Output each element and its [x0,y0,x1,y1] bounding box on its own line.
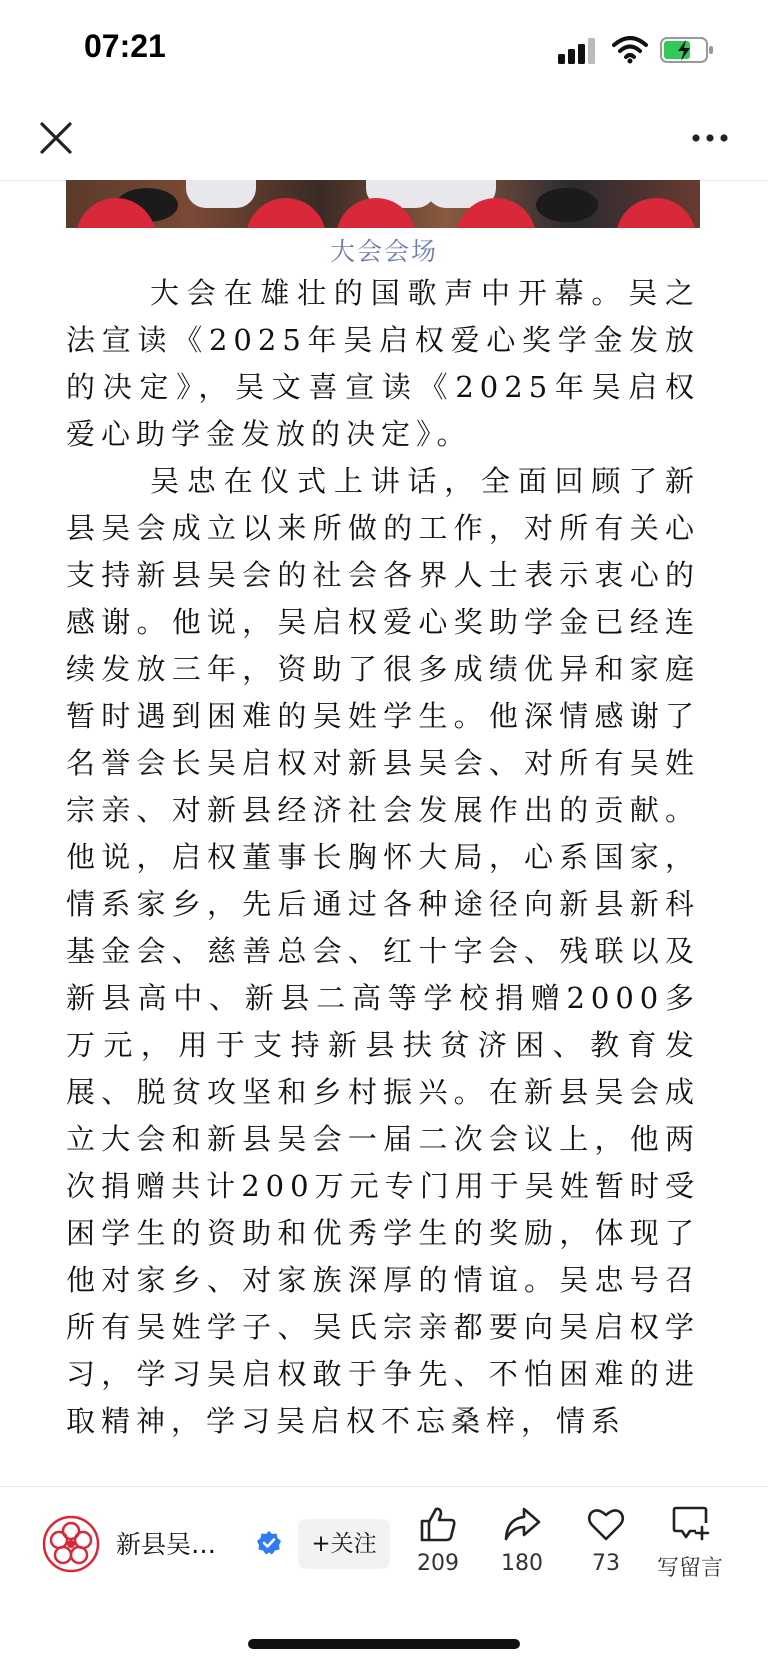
like-count: 209 [417,1551,459,1576]
bottom-action-bar [0,1486,768,1664]
top-nav-bar [0,100,768,181]
share-button[interactable] [482,1505,562,1576]
wifi-icon [612,36,648,64]
like-button[interactable] [398,1505,478,1576]
battery-charging-icon [660,36,716,64]
more-options-icon[interactable] [690,128,730,148]
photo-caption: 大会会场 [329,237,438,266]
cellular-signal-icon [558,38,598,64]
thumbs-up-icon [418,1505,458,1543]
account-logo[interactable] [42,1515,100,1573]
photo-detail [616,198,696,228]
write-comment-button[interactable] [650,1505,730,1582]
photo-detail [186,180,256,208]
status-time: 07:21 [84,28,166,64]
share-count: 180 [501,1551,543,1576]
status-bar [0,0,768,100]
share-icon [502,1505,542,1543]
article-content [0,180,768,1486]
follow-button[interactable]: +关注 [298,1519,390,1569]
verified-badge-icon [256,1530,282,1556]
home-indicator[interactable] [248,1639,520,1649]
close-icon[interactable] [36,118,76,158]
comment-icon [670,1505,710,1543]
favorite-button[interactable] [566,1505,646,1576]
heart-icon [586,1505,626,1543]
article-paragraph: 大会在雄壮的国歌声中开幕。吴之法宣读《2025年吴启权爱心奖学金发放的决定》，吴文喜宣读《2025年吴启权爱心助学金发放的决定》。 [66,276,700,451]
photo-detail [246,198,326,228]
photo-detail [536,188,598,222]
article-paragraph: 吴忠在仪式上讲话，全面回顾了新县吴会成立以来所做的工作，对所有关心支持新县吴会的社会各界人士表示衷心的感谢。他说，吴启权爱心奖助学金已经连续发放三年，资助了很多成绩优异和家庭暂时遇到困难的吴姓学生。他深情感谢了名誉会长吴启权对新县吴会、对所有吴姓宗亲、对新县经济社会发展作出的贡献。他说，启权董事长胸怀大局，心系国家，情系家乡，先后通过各种途径向新县新科基金会、慈善总会、红十字会、残联以及新县高中、新县二高等学校捐赠2000多万元，用于支持新县扶贫济困、教育发展、脱贫攻坚和乡村振兴。在新县吴会成立大会和新县吴会一届二次会议上，他两次捐赠共计200万元专门用于吴姓暂时受困学生的资助和优秀学生的奖励，体现了他对家乡、对家族深厚的情谊。吴忠号召所有吴姓学子、吴氏宗亲都要向吴启权学习，学习吴启权敢于争先、不怕困难的进取精神，学习吴启权不忘桑梓，情系 [66,464,700,1438]
account-name[interactable]: 新县吴… [116,1530,217,1559]
article-photo [66,180,700,228]
favorite-count: 73 [592,1551,620,1576]
write-comment-label: 写留言 [656,1556,723,1581]
article-body [66,270,700,1445]
